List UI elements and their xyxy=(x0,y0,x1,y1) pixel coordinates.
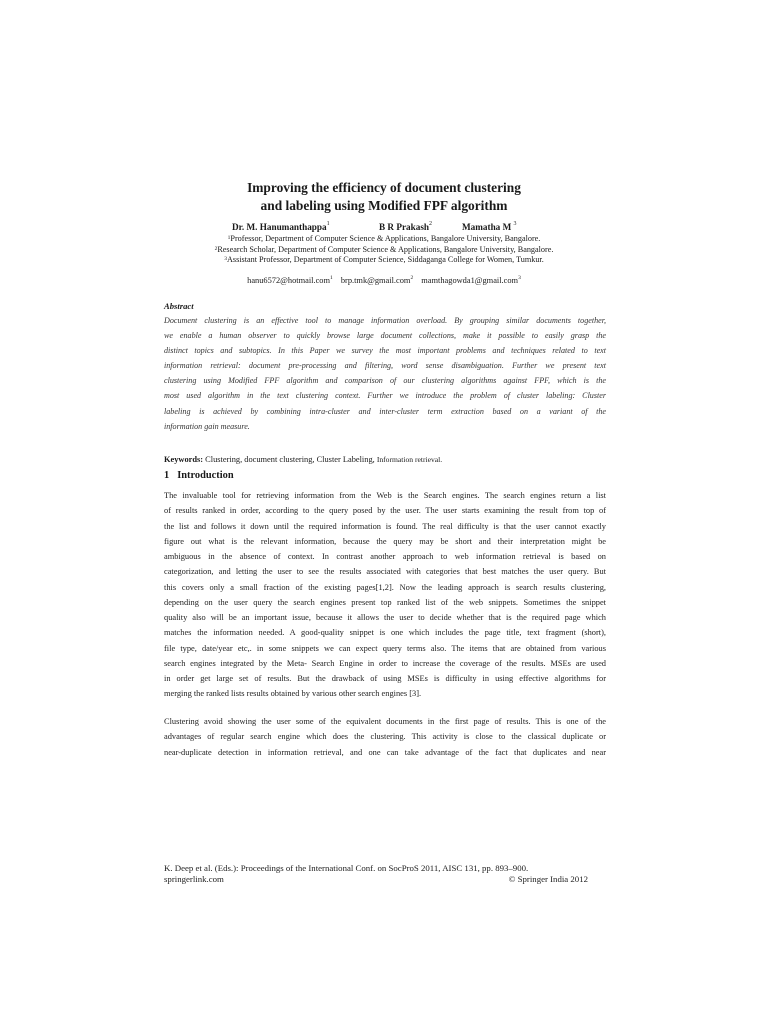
footer-row xyxy=(164,874,606,885)
email-text: brp.tmk@gmail.com xyxy=(340,276,411,285)
author-name: B R Prakash xyxy=(379,222,430,232)
email-mark: 1 xyxy=(330,275,333,281)
paragraph-line: ambiguous in the absence of context. In contrast another approach to web information retrieval is based on xyxy=(164,552,606,561)
email xyxy=(341,276,413,285)
paragraph-line: quality also will be an important issue, because it allows the user to decide whether that is the required page which xyxy=(164,613,606,622)
author xyxy=(462,222,517,232)
email xyxy=(247,276,333,285)
paragraph-line: the list and follows it down until the required information is found. The real difficulty is that the user cannot exactly xyxy=(164,521,606,531)
affiliation xyxy=(160,234,608,245)
paragraph-line: advantages of regular search engine which does the clustering. This activity is close to the classical duplicate or xyxy=(164,732,606,742)
abstract-heading: Abstract xyxy=(164,301,194,311)
paragraph-line: in order get large set of results. But the drawback of using MSEs is difficulty in using effective algorithms for xyxy=(164,674,606,683)
page-footer xyxy=(164,863,606,885)
paragraph-line: The invaluable tool for retrieving information from the Web is the Search engines. The search engines return a list xyxy=(164,491,606,500)
abstract-line: most used algorithm in the text clustering context. Further we introduce the problem of cluster labeling: Cluster xyxy=(164,391,606,401)
section-heading xyxy=(164,470,234,481)
author-mark: 2 xyxy=(429,221,433,227)
author-name: Mamatha M xyxy=(462,222,512,232)
affiliation xyxy=(160,255,608,266)
author-mark: 1 xyxy=(326,221,330,227)
paragraph-line: merging the ranked lists results obtained by various other search engines [3]. xyxy=(164,689,422,699)
paragraph-line: near-duplicate detection in information retrieval, and one can take advantage of the fact that duplicates and near xyxy=(164,747,606,757)
section-title: Introduction xyxy=(177,470,234,481)
section-number: 1 xyxy=(164,470,170,481)
affiliation-text: Research Scholar, Department of Computer Science & Applications, Bangalore University, Bangalore. xyxy=(217,244,554,254)
email-mark: 2 xyxy=(410,275,414,281)
keywords-label: Keywords: xyxy=(164,455,204,464)
abstract-line: labeling is achieved by combining intra-cluster and inter-cluster term extraction based on a variant of the xyxy=(164,406,606,416)
abstract-line: we enable a human observer to quickly browse large document collections, make it possible to easily grasp the xyxy=(164,331,606,341)
abstract-line: information retrieval: document pre-processing and filtering, word sense disambiguation. Further we present text xyxy=(164,361,606,371)
affiliation-text: Professor, Department of Computer Science & Applications, Bangalore University, Bangalore. xyxy=(230,234,541,243)
affiliation-mark: 1 xyxy=(227,235,231,241)
paragraph-line: file type, date/year etc,. in some snippets we can expect query terms also. The items that are obtained from various xyxy=(164,643,606,653)
abstract-body xyxy=(164,313,606,434)
footer-publisher-site: springerlink.com xyxy=(164,874,224,884)
email-text: hanu6572@hotmail.com xyxy=(247,276,330,285)
paragraph-line: categorization, and letting the user to see the results associated with categories that best matches the user query. But xyxy=(164,567,606,577)
intro-paragraph-2 xyxy=(164,714,606,760)
email xyxy=(421,276,521,285)
paragraph-line: figure out what is the relevant information, because the query may be short and their interpretation might be xyxy=(164,536,606,546)
email-mark: 3 xyxy=(518,275,521,281)
paper-title xyxy=(160,179,608,215)
abstract-line: Document clustering is an effective tool to manage information overload. By grouping similar documents together, xyxy=(164,316,606,325)
author xyxy=(379,222,432,232)
footer-copyright: © Springer India 2012 xyxy=(508,874,588,884)
affiliation-text: Assistant Professor, Department of Computer Science, Siddaganga College for Women, Tumkur. xyxy=(226,255,544,264)
paragraph-line: of results ranked in order, according to the query posed by the user. The user starts examining the result from top of xyxy=(164,506,606,516)
abstract-line: information gain measure. xyxy=(164,421,250,431)
footer-citation: K. Deep et al. (Eds.): Proceedings of the International Conf. on SocProS 2011, AISC 131, pp. 893–900. xyxy=(164,863,529,873)
intro-paragraph-1 xyxy=(164,488,606,702)
paragraph-line: Clustering avoid showing the user some of the equivalent documents in the first page of results. This is one of the xyxy=(164,717,606,726)
paragraph-line: this covers only a small fraction of the existing pages[1,2]. Now the leading approach is search results clustering, xyxy=(164,582,606,592)
title-line: and labeling using Modified FPF algorithm xyxy=(260,198,508,213)
keywords-main: Clustering, document clustering, Cluster Labeling, xyxy=(205,455,375,464)
abstract-line: clustering using Modified FPF algorithm and comparison of our clustering algorithms against FPF, which is the xyxy=(164,376,606,386)
keywords xyxy=(164,455,442,464)
affiliation-mark: 2 xyxy=(214,245,218,252)
keywords-extra: Information retrieval. xyxy=(376,455,443,464)
paragraph-line: matches the information needed. A good-quality snippet is one which includes the page title, text fragment (short), xyxy=(164,628,606,638)
affiliation xyxy=(160,245,608,256)
paragraph-line: depending on the user query the search engines present top ranked list of the web snippets. Sometimes the snippet xyxy=(164,597,606,607)
title-line: Improving the efficiency of document clustering xyxy=(247,180,521,195)
affiliation-list xyxy=(160,234,608,266)
abstract-line: distinct topics and subtopics. In this Paper we survey the most important problems and techniques related to text xyxy=(164,346,606,356)
paragraph-line: search engines integrated by the Meta- Search Engine in order to increase the coverage of the results. MSEs are used xyxy=(164,658,606,668)
author-mark: 3 xyxy=(513,221,517,227)
author-name: Dr. M. Hanumanthappa xyxy=(232,222,327,232)
author xyxy=(232,222,330,232)
email-list xyxy=(160,276,608,285)
email-text: mamthagowda1@gmail.com xyxy=(421,276,519,285)
affiliation-mark: 3 xyxy=(224,256,227,262)
